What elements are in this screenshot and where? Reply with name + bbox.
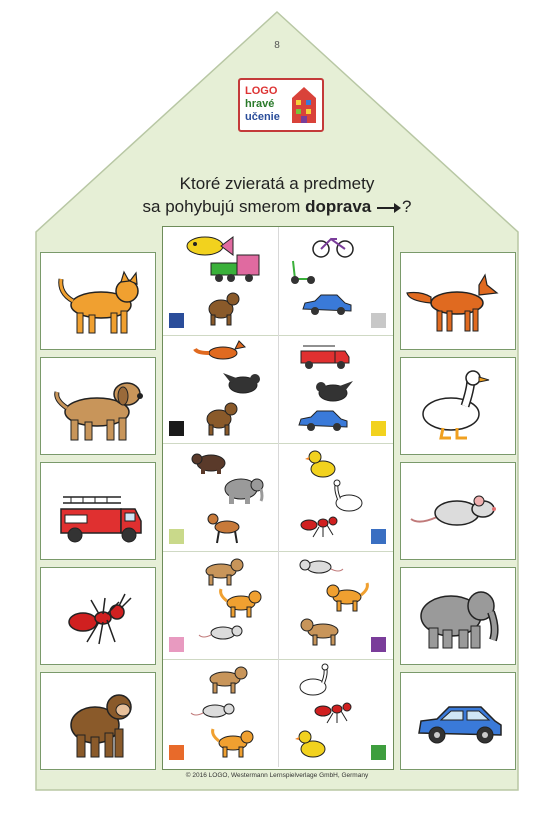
board-row-3 <box>163 443 393 552</box>
question-mark: ? <box>401 197 412 216</box>
ant-icon-small <box>309 695 359 725</box>
duckling-icon <box>295 727 329 759</box>
page-number: 8 <box>274 40 280 51</box>
left-card-dog[interactable] <box>40 357 156 455</box>
bicycle-icon <box>311 233 355 259</box>
fire-truck-icon-small <box>299 341 353 369</box>
left-card-ant[interactable] <box>40 567 156 665</box>
question-bold-word: doprava <box>305 197 372 216</box>
row-3-left-group[interactable] <box>163 443 277 551</box>
board-row-2 <box>163 335 393 444</box>
color-square-row-3-left[interactable] <box>169 529 184 544</box>
goose-icon-small <box>329 479 365 513</box>
logo-house-icon <box>291 86 317 124</box>
arrow-right-icon <box>376 202 402 214</box>
monkey-icon <box>41 673 155 769</box>
logo-line-1: LOGO <box>245 85 278 97</box>
logo-line-3: učenie <box>245 111 280 123</box>
monkey-icon-small <box>203 289 243 327</box>
goose-icon-small <box>297 663 333 697</box>
row-4-right-group[interactable] <box>278 551 393 659</box>
cat-icon-small <box>209 727 257 759</box>
dog-icon-small <box>295 615 347 647</box>
left-card-fire-truck[interactable] <box>40 462 156 560</box>
scooter-icon <box>287 257 317 285</box>
row-1-right-group[interactable] <box>278 227 393 335</box>
car-icon <box>401 673 515 769</box>
row-4-left-group[interactable] <box>163 551 277 659</box>
dog-icon-small <box>197 555 249 587</box>
goose-icon <box>401 358 515 454</box>
copyright: © 2016 LOGO, Westermann Lernspielverlage GmbH, Germany <box>185 772 369 779</box>
mouse-icon <box>401 463 515 559</box>
color-square-row-5-right[interactable] <box>371 745 386 760</box>
center-board <box>162 226 394 770</box>
left-card-monkey[interactable] <box>40 672 156 770</box>
color-square-row-4-left[interactable] <box>169 637 184 652</box>
car-icon-small <box>297 407 349 433</box>
deer-icon <box>205 505 247 545</box>
row-2-left-group[interactable] <box>163 335 277 443</box>
ant-icon-small <box>295 509 345 539</box>
right-card-car[interactable] <box>400 672 516 770</box>
dog-icon-small <box>201 663 253 695</box>
row-5-left-group[interactable] <box>163 659 277 767</box>
color-square-row-1-left[interactable] <box>169 313 184 328</box>
dog-icon <box>41 358 155 454</box>
bear-icon <box>191 449 231 475</box>
logo-line-2: hravé <box>245 98 275 110</box>
mouse-icon-small <box>199 621 245 645</box>
ant-icon <box>41 568 155 664</box>
left-card-cat[interactable] <box>40 252 156 350</box>
right-card-fox[interactable] <box>400 252 516 350</box>
right-card-goose[interactable] <box>400 357 516 455</box>
cat-icon-small <box>217 587 265 619</box>
color-square-row-4-right[interactable] <box>371 637 386 652</box>
question-line-2 <box>0 195 554 218</box>
elephant-icon <box>401 568 515 664</box>
mouse-icon-small <box>297 555 343 579</box>
color-square-row-1-right[interactable] <box>371 313 386 328</box>
color-square-row-2-right[interactable] <box>371 421 386 436</box>
board-row-5 <box>163 659 393 768</box>
question-line-1: Ktoré zvieratá a predmety <box>179 174 375 193</box>
monkey-icon-small <box>201 399 241 437</box>
right-card-elephant[interactable] <box>400 567 516 665</box>
logo <box>238 78 324 132</box>
right-card-mouse[interactable] <box>400 462 516 560</box>
board-row-4 <box>163 551 393 660</box>
elephant-icon-small <box>217 475 265 505</box>
bird-icon <box>221 367 261 397</box>
color-square-row-5-left[interactable] <box>169 745 184 760</box>
color-square-row-3-right[interactable] <box>371 529 386 544</box>
board-row-1 <box>163 227 393 336</box>
row-1-left-group[interactable] <box>163 227 277 335</box>
cat-icon <box>41 253 155 349</box>
fire-truck-icon <box>41 463 155 559</box>
fox-icon <box>401 253 515 349</box>
row-5-right-group[interactable] <box>278 659 393 767</box>
question-text <box>0 172 554 218</box>
duckling-icon <box>305 447 339 479</box>
cat-icon-small <box>323 581 371 613</box>
car-icon-small <box>301 291 353 317</box>
mouse-icon-small <box>191 699 237 723</box>
row-2-right-group[interactable] <box>278 335 393 443</box>
fox-icon-small <box>193 339 247 365</box>
bird-icon <box>315 375 355 405</box>
toy-train-icon <box>209 253 263 283</box>
row-3-right-group[interactable] <box>278 443 393 551</box>
color-square-row-2-left[interactable] <box>169 421 184 436</box>
question-prefix: sa pohybujú smerom <box>142 197 301 216</box>
